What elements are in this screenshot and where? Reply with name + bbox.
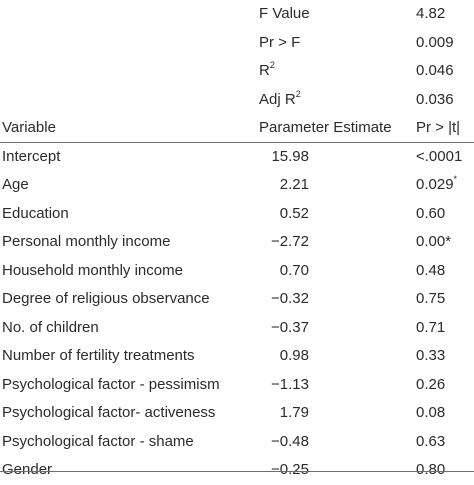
p-value [416, 257, 445, 286]
p-value-text: <.0001 [416, 147, 463, 165]
parameter-estimate: −0.32 [271, 290, 309, 307]
stat-label [259, 0, 310, 29]
table-row [0, 200, 474, 229]
stat-value: 4.82 [416, 5, 446, 22]
stat-label-text: F Value [259, 5, 310, 22]
table-row [0, 428, 474, 457]
stat-label-superscript: 2 [269, 60, 275, 70]
parameter-estimate: −2.72 [271, 233, 309, 250]
p-value [416, 285, 445, 314]
table-row [0, 342, 474, 371]
p-value-text: 0.63 [416, 432, 446, 450]
variable-name: Psychological factor - pessimism [2, 375, 220, 393]
table-row [0, 285, 474, 314]
header-p-value: Pr > |t| [416, 119, 461, 136]
p-value [416, 200, 445, 229]
stat-value: 0.036 [416, 90, 454, 108]
table-row [0, 399, 474, 428]
header-variable: Variable [2, 119, 56, 136]
parameter-estimate: 0.98 [279, 347, 309, 364]
parameter-estimate: 15.98 [271, 147, 309, 165]
table-row [0, 257, 474, 286]
p-value-text: 0.33 [416, 347, 446, 364]
p-value [416, 228, 451, 257]
parameter-estimate: 0.70 [279, 261, 309, 279]
parameter-estimate: −1.13 [271, 375, 309, 393]
p-value-text: 0.71 [416, 318, 446, 336]
variable-name: Gender [2, 461, 53, 478]
variable-name: Number of fertility treatments [2, 347, 195, 364]
variable-name: No. of children [2, 318, 99, 336]
parameter-estimate: −0.48 [271, 432, 309, 450]
model-stats [0, 0, 474, 114]
header-parameter-estimate: Parameter Estimate [259, 119, 392, 136]
variable-name: Personal monthly income [2, 233, 171, 250]
stat-label [259, 29, 300, 58]
variable-name: Degree of religious observance [2, 290, 210, 307]
p-value [416, 428, 445, 457]
parameter-estimate: 0.52 [279, 204, 309, 222]
parameter-estimate: 1.79 [279, 404, 309, 421]
variable-name: Age [2, 176, 29, 193]
stat-row [0, 57, 474, 86]
parameter-estimate: −0.25 [271, 461, 309, 478]
table-body [0, 143, 474, 485]
variable-name: Psychological factor - shame [2, 432, 194, 450]
table-row [0, 371, 474, 400]
stat-value: 0.046 [416, 62, 454, 79]
stat-label-superscript: 2 [295, 88, 301, 99]
variable-name: Education [2, 204, 69, 222]
table-row [0, 314, 474, 343]
p-value-text: 0.60 [416, 204, 446, 222]
p-value-text: 0.80 [416, 461, 446, 478]
stat-label-text: Pr > F [259, 33, 301, 51]
stat-label-text: R [259, 62, 270, 79]
stat-value: 0.009 [416, 33, 454, 51]
variable-name: Psychological factor- activeness [2, 404, 216, 421]
p-value-text: 0.75 [416, 290, 446, 307]
p-value-text: 0.26 [416, 375, 446, 393]
parameter-estimate: 2.21 [279, 176, 309, 193]
p-value-text: 0.48 [416, 261, 446, 279]
p-value [416, 399, 445, 428]
bottom-rule [0, 471, 474, 472]
stat-row [0, 29, 474, 58]
stat-row [0, 86, 474, 115]
p-value-superscript: * [453, 174, 458, 184]
variable-name: Intercept [2, 147, 61, 165]
table-row [0, 228, 474, 257]
p-value-text: 0.08 [416, 404, 446, 421]
stat-row [0, 0, 474, 29]
p-value [416, 314, 445, 343]
table-row [0, 143, 474, 172]
table-row [0, 171, 474, 200]
p-value-text: 0.00* [416, 233, 452, 250]
stat-label [259, 57, 275, 86]
p-value-text: 0.029 [416, 176, 454, 193]
p-value [416, 143, 462, 172]
variable-name: Household monthly income [2, 261, 183, 279]
stat-label [259, 86, 301, 115]
p-value [416, 171, 457, 200]
p-value [416, 371, 445, 400]
stat-label-text: Adj R [259, 90, 296, 108]
parameter-estimate: −0.37 [271, 318, 309, 336]
header-row [0, 114, 474, 143]
p-value [416, 342, 445, 371]
